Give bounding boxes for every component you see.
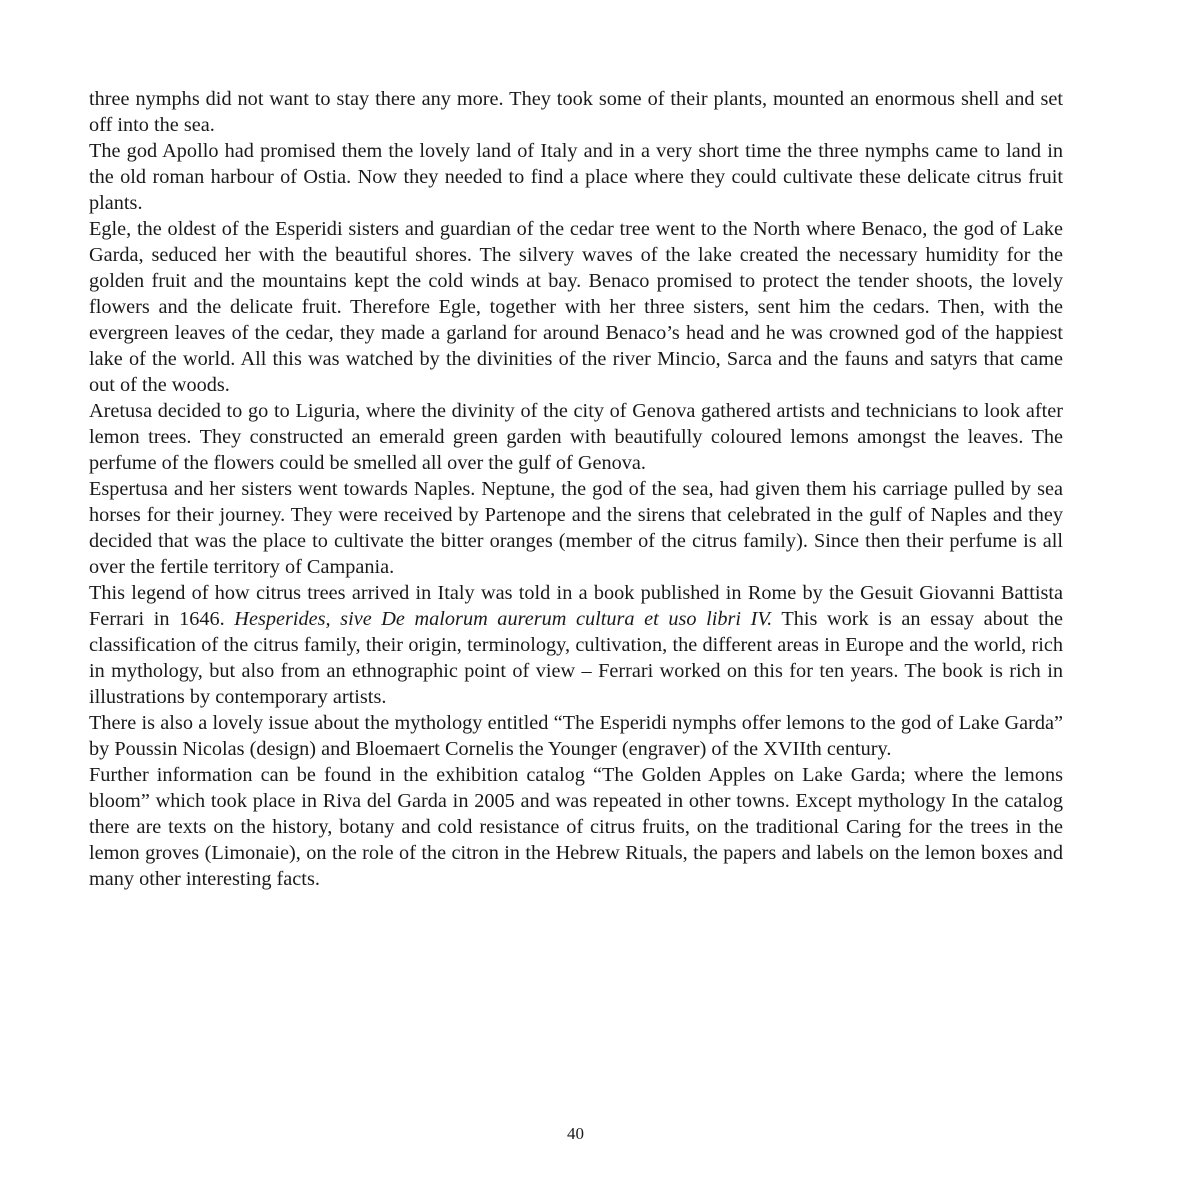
page-number: 40 [567, 1124, 584, 1143]
ferrari-text-after: This work is an essay about the classification of the citrus family, their origin, terminology, cultivation, the different areas in Europe and the world, rich in mythology, but also from an ethnographic point of view – Ferrari worked on this for ten years. The book is rich in illustrations by contemporary artists. [89, 608, 1063, 708]
book-title-italic: Hesperides, sive De malorum aurerum cultura et uso libri IV. [234, 608, 773, 630]
paragraph-exhibition-catalog: Further information can be found in the exhibition catalog “The Golden Apples on Lake Garda; where the lemons bloom” which took place in Riva del Garda in 2005 and was repeated in other towns. Except mythology In the catalog there are texts on the history, botany and cold resistance of citrus fruits, on the traditional Caring for the trees in the lemon groves (Limonaie), on the role of the citron in the Hebrew Rituals, the papers and labels on the lemon boxes and many other interesting facts. [89, 764, 1063, 890]
ferrari-text-before: This legend of how citrus trees arrived in Italy was told in a book published in Rome by the Gesuit Giovanni Battista Ferrari in 1646. [89, 582, 1063, 630]
paragraph-poussin-engraving: There is also a lovely issue about the mythology entitled “The Esperidi nymphs offer lemons to the god of Lake Garda” by Poussin Nicolas (design) and Bloemaert Cornelis the Younger (engraver) of the XVIIth century. [89, 712, 1063, 760]
paragraph-egle-garda: Egle, the oldest of the Esperidi sisters and guardian of the cedar tree went to the North where Benaco, the god of Lake Garda, seduced her with the beautiful shores. The silvery waves of the lake created the necessary humidity for the golden fruit and the mountains kept the cold winds at bay. Benaco promised to protect the tender shoots, the lovely flowers and the delicate fruit. Therefore Egle, together with her three sisters, sent him the cedars. Then, with the evergreen leaves of the cedar, they made a garland for around Benaco’s head and he was crowned god of the happiest lake of the world. All this was watched by the divinities of the river Mincio, Sarca and the fauns and satyrs that came out of the woods. [89, 218, 1063, 396]
body-text [89, 86, 1063, 892]
paragraph-ferrari-book [89, 580, 1063, 710]
paragraph-apollo-ostia: The god Apollo had promised them the lovely land of Italy and in a very short time the three nymphs came to land in the old roman harbour of Ostia. Now they needed to find a place where they could cultivate these delicate citrus fruit plants. [89, 140, 1063, 214]
paragraph-espertusa-naples: Espertusa and her sisters went towards Naples. Neptune, the god of the sea, had given them his carriage pulled by sea horses for their journey. They were received by Partenope and the sirens that celebrated in the gulf of Naples and they decided that was the place to cultivate the bitter oranges (member of the citrus family). Since then their perfume is all over the fertile territory of Campania. [89, 478, 1063, 578]
paragraph-nymphs-depart: three nymphs did not want to stay there any more. They took some of their plants, mounted an enormous shell and set off into the sea. [89, 88, 1063, 136]
paragraph-aretusa-liguria: Aretusa decided to go to Liguria, where the divinity of the city of Genova gathered artists and technicians to look after lemon trees. They constructed an emerald green garden with beautifully coloured lemons amongst the leaves. The perfume of the flowers could be smelled all over the gulf of Genova. [89, 400, 1063, 474]
